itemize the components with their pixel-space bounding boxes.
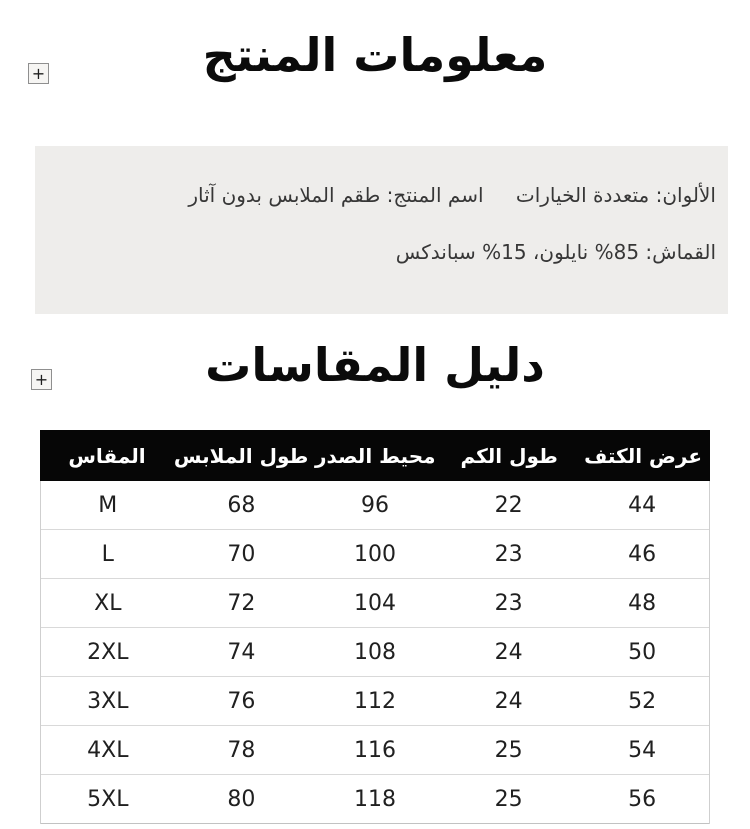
shoulder-cell: 48: [628, 590, 657, 616]
table-row: [41, 677, 709, 726]
size-cell: 2XL: [87, 639, 129, 665]
product-info-box: [35, 146, 728, 314]
length-cell: 78: [227, 737, 256, 763]
size-cell: M: [98, 492, 118, 518]
chest-cell: 104: [353, 590, 396, 616]
shoulder-cell: 56: [628, 786, 657, 812]
page-title-size-guide: دليل المقاسات: [205, 338, 545, 392]
size-cell: L: [101, 541, 114, 567]
sleeve-cell: 24: [494, 639, 523, 665]
size-table-header: [40, 430, 710, 481]
size-cell: 4XL: [87, 737, 129, 763]
length-cell: 68: [227, 492, 256, 518]
shoulder-cell: 52: [628, 688, 657, 714]
shoulder-cell: 44: [628, 492, 657, 518]
shoulder-cell: 54: [628, 737, 657, 763]
product-name-text: اسم المنتج: طقم الملابس بدون آثار: [188, 183, 484, 207]
length-cell: 80: [227, 786, 256, 812]
size-cell: XL: [94, 590, 122, 616]
sleeve-cell: 24: [494, 688, 523, 714]
chest-cell: 118: [353, 786, 396, 812]
colors-text: الألوان: متعددة الخيارات: [515, 183, 716, 207]
chest-cell: 112: [353, 688, 396, 714]
table-row: [41, 726, 709, 775]
page-title-product-info: معلومات المنتج: [202, 28, 548, 82]
size-table-body: [40, 481, 710, 824]
shoulder-cell: 46: [628, 541, 657, 567]
table-row: [41, 481, 709, 530]
length-cell: 70: [227, 541, 256, 567]
sleeve-cell: 23: [494, 541, 523, 567]
table-row: [41, 628, 709, 677]
table-row: [41, 579, 709, 628]
plus-icon: +: [34, 369, 49, 389]
length-cell: 72: [227, 590, 256, 616]
col-header-length: طول الملابس: [173, 443, 309, 468]
sleeve-cell: 25: [494, 786, 523, 812]
sleeve-cell: 23: [494, 590, 523, 616]
table-row: [41, 530, 709, 579]
sleeve-cell: 25: [494, 737, 523, 763]
length-cell: 74: [227, 639, 256, 665]
sleeve-cell: 22: [494, 492, 523, 518]
chest-cell: 108: [353, 639, 396, 665]
size-table: [40, 430, 710, 824]
size-cell: 3XL: [87, 688, 129, 714]
expand-product-info-button[interactable]: [28, 63, 49, 84]
plus-icon: +: [31, 63, 46, 83]
chest-cell: 100: [353, 541, 396, 567]
shoulder-cell: 50: [628, 639, 657, 665]
chest-cell: 96: [360, 492, 389, 518]
col-header-size: المقاس: [68, 443, 146, 468]
expand-size-guide-button[interactable]: [31, 369, 52, 390]
length-cell: 76: [227, 688, 256, 714]
table-row: [41, 775, 709, 824]
col-header-sleeve: طول الكم: [460, 443, 558, 468]
size-cell: 5XL: [87, 786, 129, 812]
fabric-text: القماش: 85% نايلون، 15% سباندكس: [395, 240, 716, 264]
product-info-line1: [47, 183, 716, 207]
chest-cell: 116: [353, 737, 396, 763]
col-header-chest: محيط الصدر: [315, 443, 436, 468]
col-header-shoulder: عرض الكتف: [584, 443, 703, 468]
